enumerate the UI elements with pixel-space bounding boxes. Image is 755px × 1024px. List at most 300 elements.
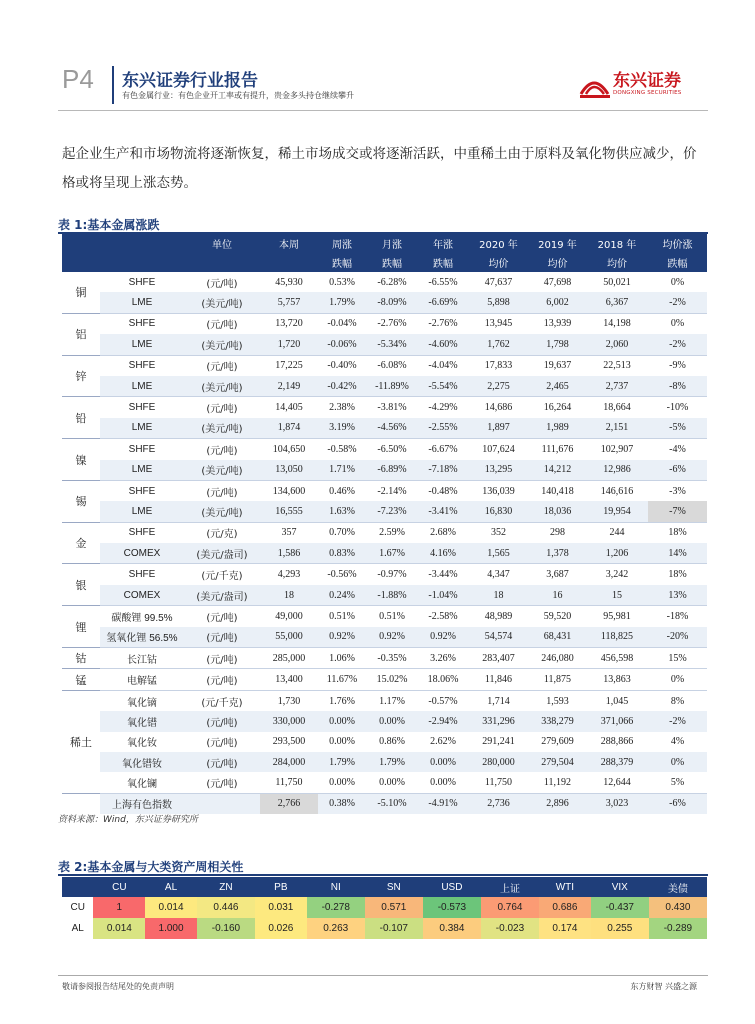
value-cell: 1.17% [366,690,418,711]
value-cell: 68,431 [529,627,586,648]
table2-rule [58,874,708,876]
metal-name: 锰 [62,669,100,690]
value-cell: 1,565 [468,543,529,564]
value-cell: 0% [648,752,707,772]
body-paragraph: 起企业生产和市场物流将逐渐恢复，稀土市场成交或将逐渐活跃，中重稀土由于原料及氧化物供应减少，价格或将呈现上涨态势。 [62,146,697,191]
value-cell: -4.60% [418,334,468,355]
correlation-cell: 0.446 [197,897,255,918]
correlation-cell: -0.023 [481,918,539,939]
source-note: 资料来源：Wind，东兴证券研究所 [58,815,198,825]
market-cell: SHFE [100,397,184,418]
table2-header-cell: 上证 [481,877,539,897]
value-cell: 47,637 [468,272,529,292]
table1-header-cell: 跌幅 [366,253,418,272]
value-cell: 288,866 [586,732,648,752]
value-cell: 47,698 [529,272,586,292]
value-cell: 0% [648,669,707,690]
market-cell: COMEX [100,543,184,564]
value-cell: 2,149 [260,376,318,397]
table1-row [62,564,707,585]
report-subtitle: 有色金属行业：有色企业开工率或有提升，贵金多头持仓继续攀升 [122,91,354,100]
table2-title: 表 2:基本金属与大类资产周相关性 [58,860,244,874]
table1-header-cell: 周涨 [318,234,366,253]
value-cell: 1,593 [529,690,586,711]
table1-header-cell [62,234,100,253]
value-cell: 330,000 [260,711,318,731]
market-cell: LME [100,292,184,313]
table1-row [62,585,707,606]
value-cell: 14,686 [468,397,529,418]
table1-header-cell [184,253,260,272]
value-cell: 4,293 [260,564,318,585]
unit-cell: (元/吨) [184,772,260,793]
correlation-table [62,877,707,939]
value-cell: 16,555 [260,501,318,522]
value-cell: 1,798 [529,334,586,355]
market-cell: SHFE [100,272,184,292]
value-cell: 2,766 [260,793,318,814]
correlation-cell: 0.026 [255,918,307,939]
value-cell: 18 [468,585,529,606]
value-cell: 1.79% [366,752,418,772]
unit-cell: (元/吨) [184,732,260,752]
value-cell: 11.67% [318,669,366,690]
value-cell: 107,624 [468,439,529,460]
value-cell: -0.42% [318,376,366,397]
value-cell: 0.00% [318,711,366,731]
value-cell: 5,757 [260,292,318,313]
value-cell: -3.44% [418,564,468,585]
value-cell: -2.94% [418,711,468,731]
value-cell: 2.68% [418,522,468,543]
table1-header-cell: 跌幅 [318,253,366,272]
value-cell: 134,600 [260,480,318,501]
value-cell: 293,500 [260,732,318,752]
table2-header-cell: CU [93,877,145,897]
value-cell: -4.04% [418,355,468,376]
table1-row [62,418,707,439]
value-cell: -0.04% [318,313,366,334]
table1-row [62,292,707,313]
value-cell: -6.69% [418,292,468,313]
correlation-cell: 0.031 [255,897,307,918]
value-cell: 0.86% [366,732,418,752]
value-cell: 0.70% [318,522,366,543]
unit-cell: (元/吨) [184,711,260,731]
unit-cell: (美元/盎司) [184,585,260,606]
value-cell: 16,264 [529,397,586,418]
table1-header-cell: 跌幅 [418,253,468,272]
table1-row [62,439,707,460]
value-cell: 19,637 [529,355,586,376]
value-cell: 18 [260,585,318,606]
table1-row [62,376,707,397]
metal-name: 银 [62,564,100,606]
table1-header-cell: 均价 [586,253,648,272]
value-cell: 3,687 [529,564,586,585]
value-cell: -0.58% [318,439,366,460]
metal-name: 镍 [62,439,100,481]
value-cell: 3.26% [418,648,468,669]
value-cell: 13,400 [260,669,318,690]
value-cell: 2,737 [586,376,648,397]
correlation-cell: -0.107 [365,918,423,939]
value-cell: -6% [648,793,707,814]
index-name: 上海有色指数 [100,793,184,814]
value-cell: 5,898 [468,292,529,313]
value-cell: 1.71% [318,460,366,481]
table2-row [62,918,707,939]
value-cell: -0.97% [366,564,418,585]
value-cell: -0.48% [418,480,468,501]
value-cell: 338,279 [529,711,586,731]
table1-header-cell [62,253,100,272]
value-cell: 59,520 [529,606,586,627]
unit-cell: (元/克) [184,522,260,543]
value-cell: 50,021 [586,272,648,292]
logo-text: 东兴证券 [613,71,681,91]
value-cell: 15.02% [366,669,418,690]
metal-name: 铝 [62,313,100,355]
unit-cell: (美元/吨) [184,460,260,481]
value-cell: 14,405 [260,397,318,418]
table1-header-cell: 2020 年 [468,234,529,253]
table1-row [62,313,707,334]
table1-row [62,669,707,690]
value-cell: 8% [648,690,707,711]
correlation-cell: 1 [93,897,145,918]
correlation-cell: -0.573 [423,897,481,918]
value-cell: 12,644 [586,772,648,793]
footer-slogan: 东方财智 兴盛之源 [630,982,697,991]
table1-row [62,752,707,772]
table1-header-cell: 均价 [529,253,586,272]
table1-row [62,480,707,501]
table1-header-row [62,253,707,272]
value-cell: 2,736 [468,793,529,814]
value-cell: 12,986 [586,460,648,481]
value-cell: 1.76% [318,690,366,711]
table2-header-cell: WTI [539,877,591,897]
value-cell: -3.81% [366,397,418,418]
value-cell: -5.34% [366,334,418,355]
value-cell: 17,225 [260,355,318,376]
correlation-cell: -0.437 [591,897,649,918]
correlation-cell: 0.571 [365,897,423,918]
value-cell: -0.06% [318,334,366,355]
value-cell: 13,939 [529,313,586,334]
value-cell: 48,989 [468,606,529,627]
unit-cell: (元/吨) [184,397,260,418]
value-cell: 18% [648,522,707,543]
market-cell: 电解锰 [100,669,184,690]
value-cell: 0.83% [318,543,366,564]
value-cell: 11,846 [468,669,529,690]
value-cell: 283,407 [468,648,529,669]
market-cell: SHFE [100,522,184,543]
table1-row [62,606,707,627]
table1-row [62,355,707,376]
value-cell: 456,598 [586,648,648,669]
value-cell: 18% [648,564,707,585]
value-cell: 0.24% [318,585,366,606]
unit-cell: (元/千克) [184,564,260,585]
value-cell: 1,045 [586,690,648,711]
value-cell: -6.55% [418,272,468,292]
table2-header-cell: VIX [591,877,649,897]
value-cell: -20% [648,627,707,648]
value-cell: 1,206 [586,543,648,564]
value-cell: 136,039 [468,480,529,501]
table1-row [62,460,707,481]
table1-header-cell: 本周 [260,234,318,253]
value-cell: 3,023 [586,793,648,814]
unit-cell: (美元/盎司) [184,543,260,564]
value-cell: 2,151 [586,418,648,439]
value-cell: -8% [648,376,707,397]
value-cell: 6,367 [586,292,648,313]
value-cell: 1.79% [318,292,366,313]
unit-cell: (元/吨) [184,313,260,334]
value-cell: 102,907 [586,439,648,460]
value-cell: -5.54% [418,376,468,397]
table2-header-cell: USD [423,877,481,897]
market-cell: 氢氧化锂 56.5% [100,627,184,648]
value-cell: 0.92% [366,627,418,648]
value-cell: 19,954 [586,501,648,522]
value-cell: 18,664 [586,397,648,418]
correlation-cell: 0.764 [481,897,539,918]
value-cell: 13,945 [468,313,529,334]
unit-cell: (元/吨) [184,439,260,460]
value-cell: 0.92% [418,627,468,648]
value-cell: 284,000 [260,752,318,772]
value-cell: -2.58% [418,606,468,627]
value-cell: 0.92% [318,627,366,648]
value-cell: -3% [648,480,707,501]
table2-header-cell [62,877,93,897]
value-cell: 0.46% [318,480,366,501]
metal-name: 稀土 [62,690,100,793]
unit-cell: (元/吨) [184,648,260,669]
unit-cell: (元/吨) [184,606,260,627]
value-cell: 4,347 [468,564,529,585]
value-cell: -4% [648,439,707,460]
value-cell: 14,198 [586,313,648,334]
value-cell: 244 [586,522,648,543]
value-cell: -9% [648,355,707,376]
value-cell: 291,241 [468,732,529,752]
value-cell: 2,465 [529,376,586,397]
correlation-cell: 0.014 [93,918,145,939]
correlation-cell: 1.000 [145,918,197,939]
value-cell: -7% [648,501,707,522]
market-cell: LME [100,460,184,481]
row-label: AL [71,923,84,934]
value-cell: 16,830 [468,501,529,522]
value-cell: -0.57% [418,690,468,711]
value-cell: -2% [648,292,707,313]
market-cell: 碳酸锂 99.5% [100,606,184,627]
market-cell: LME [100,334,184,355]
market-cell: 氧化镨钕 [100,752,184,772]
value-cell: 15 [586,585,648,606]
value-cell: -3.41% [418,501,468,522]
footer-rule [58,975,708,976]
value-cell: 2,060 [586,334,648,355]
value-cell: 2.38% [318,397,366,418]
table2-header-cell: PB [255,877,307,897]
table2-header-cell: ZN [197,877,255,897]
value-cell: 0.00% [366,772,418,793]
value-cell: -18% [648,606,707,627]
value-cell: 0.00% [318,732,366,752]
value-cell: 280,000 [468,752,529,772]
value-cell: 45,930 [260,272,318,292]
correlation-cell: 0.174 [539,918,591,939]
table1-row [62,627,707,648]
value-cell: 352 [468,522,529,543]
value-cell: -8.09% [366,292,418,313]
value-cell: -6.89% [366,460,418,481]
correlation-cell: 0.014 [145,897,197,918]
value-cell: 279,609 [529,732,586,752]
value-cell: -0.35% [366,648,418,669]
value-cell: 2,275 [468,376,529,397]
table1-row [62,690,707,711]
value-cell: 16 [529,585,586,606]
table1-header-cell [260,253,318,272]
value-cell: 0.38% [318,793,366,814]
value-cell: 371,066 [586,711,648,731]
unit-cell: (元/吨) [184,669,260,690]
value-cell: -2.76% [366,313,418,334]
value-cell: 2,896 [529,793,586,814]
table1-row [62,648,707,669]
value-cell: 11,875 [529,669,586,690]
value-cell: 1.06% [318,648,366,669]
market-cell: SHFE [100,439,184,460]
value-cell: 285,000 [260,648,318,669]
value-cell: 298 [529,522,586,543]
metal-name: 金 [62,522,100,564]
table1-header-cell [100,234,184,253]
value-cell: 0% [648,313,707,334]
value-cell: -4.91% [418,793,468,814]
value-cell: 1.67% [366,543,418,564]
metal-name: 锡 [62,480,100,522]
table1-header-row [62,234,707,253]
value-cell: 18,036 [529,501,586,522]
table1-row [62,711,707,731]
value-cell: -2% [648,334,707,355]
value-cell: 2.62% [418,732,468,752]
market-cell: LME [100,418,184,439]
value-cell: -1.88% [366,585,418,606]
unit-cell: (美元/吨) [184,292,260,313]
value-cell: 1,989 [529,418,586,439]
value-cell: 54,574 [468,627,529,648]
unit-cell: (美元/吨) [184,501,260,522]
market-cell: 氧化镧 [100,772,184,793]
correlation-cell: 0.263 [307,918,365,939]
market-cell: LME [100,376,184,397]
table1-row [62,543,707,564]
value-cell: 0.53% [318,272,366,292]
page-number: P4 [62,64,94,94]
value-cell: 146,616 [586,480,648,501]
unit-cell: (美元/吨) [184,376,260,397]
value-cell: -0.40% [318,355,366,376]
value-cell: 5% [648,772,707,793]
correlation-cell: -0.160 [197,918,255,939]
value-cell: 1.79% [318,752,366,772]
value-cell: -7.18% [418,460,468,481]
table1-header-cell: 均价涨 [648,234,707,253]
unit-cell: (元/千克) [184,690,260,711]
market-cell: LME [100,501,184,522]
table1-header-cell: 跌幅 [648,253,707,272]
table2-header-row [62,877,707,897]
value-cell: 0.00% [318,772,366,793]
table2-header-cell: AL [145,877,197,897]
value-cell: 13,295 [468,460,529,481]
market-cell: COMEX [100,585,184,606]
value-cell: 15% [648,648,707,669]
correlation-cell: 0.384 [423,918,481,939]
unit-cell: (美元/吨) [184,334,260,355]
value-cell: 1,874 [260,418,318,439]
value-cell: 4% [648,732,707,752]
value-cell: 0.00% [418,752,468,772]
value-cell: 1,586 [260,543,318,564]
correlation-cell: -0.278 [307,897,365,918]
market-cell: SHFE [100,564,184,585]
value-cell: -0.56% [318,564,366,585]
metal-name: 锌 [62,355,100,397]
value-cell: 1,714 [468,690,529,711]
value-cell: 14% [648,543,707,564]
unit-cell: (元/吨) [184,627,260,648]
table1-row [62,397,707,418]
unit-cell: (美元/吨) [184,418,260,439]
unit-cell: (元/吨) [184,480,260,501]
table2-row [62,897,707,918]
value-cell: 11,192 [529,772,586,793]
row-label: CU [70,902,85,913]
value-cell: 18.06% [418,669,468,690]
value-cell: -6.67% [418,439,468,460]
page-header [0,0,755,110]
value-cell: 111,676 [529,439,586,460]
unit-cell: (元/吨) [184,752,260,772]
value-cell: 246,080 [529,648,586,669]
value-cell: -2.14% [366,480,418,501]
table1-row [62,772,707,793]
value-cell: -6% [648,460,707,481]
value-cell: 1,378 [529,543,586,564]
market-cell: SHFE [100,313,184,334]
value-cell: -2% [648,711,707,731]
value-cell: 118,825 [586,627,648,648]
value-cell: -1.04% [418,585,468,606]
value-cell: -2.55% [418,418,468,439]
value-cell: 0% [648,272,707,292]
value-cell: -11.89% [366,376,418,397]
value-cell: 17,833 [468,355,529,376]
value-cell: 55,000 [260,627,318,648]
logo-subtext: DONGXING SECURITIES [613,90,682,96]
